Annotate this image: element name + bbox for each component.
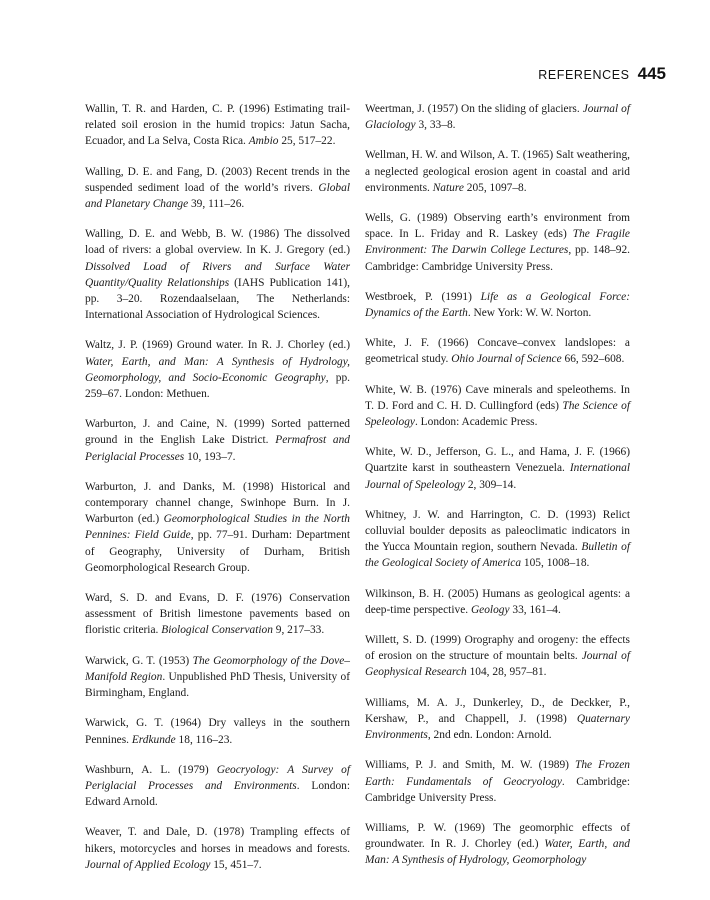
reference-entry — [85, 762, 350, 811]
reference-entry — [85, 337, 350, 402]
reference-text: Wallin, T. R. and Harden, C. P. (1996) Estimating trail-related soil erosion in the humid tropics: Jatun Sacha, Ecuador, and La Selva, Costa Rica. — [85, 103, 350, 148]
reference-entry — [85, 590, 350, 639]
reference-title: Permafrost and Periglacial Processes — [85, 434, 350, 463]
reference-title: Ambio — [248, 135, 279, 148]
reference-text: Whitney, J. W. and Harrington, C. D. (1993) Relict colluvial boulder deposits as paleoclimatic indicators in the Yucca Mountain region, southern Nevada. — [365, 508, 630, 554]
reference-text: 3, 33–8. — [415, 119, 456, 132]
reference-title: Geology — [470, 603, 510, 616]
reference-entry — [85, 101, 350, 150]
reference-text: Westbroek, P. (1991) — [365, 290, 481, 303]
reference-entry — [85, 824, 350, 873]
reference-entry — [365, 444, 630, 493]
reference-entry — [365, 757, 630, 806]
reference-text: 105, 1008–18. — [521, 557, 590, 570]
reference-entry — [85, 653, 350, 702]
reference-entry — [365, 101, 630, 133]
reference-title: The Science of Speleology — [365, 399, 630, 429]
reference-text: 18, 116–23. — [175, 733, 233, 746]
reference-text: Washburn, A. L. (1979) — [85, 763, 217, 776]
reference-title: Life as a Geological Force: Dynamics of the Earth — [365, 290, 630, 320]
left-column — [85, 101, 350, 887]
reference-text: Walling, D. E. and Fang, D. (2003) Recent trends in the suspended sediment load of the world’s rivers. — [85, 165, 350, 194]
reference-entry — [365, 210, 630, 275]
reference-title: Journal of Applied Ecology — [85, 858, 211, 871]
reference-entry — [365, 335, 630, 367]
reference-entry — [365, 632, 630, 681]
reference-text: , 2nd edn. London: Arnold. — [427, 729, 552, 742]
reference-title: Ohio Journal of Science — [451, 353, 562, 366]
reference-text: Williams, P. J. and Smith, M. W. (1989) — [365, 759, 575, 772]
reference-text: 15, 451–7. — [210, 858, 262, 871]
reference-entry — [85, 416, 350, 465]
reference-title: Journal of Glaciology — [365, 103, 630, 132]
reference-text: 39, 111–26. — [188, 198, 245, 211]
reference-text: Wells, G. (1989) Observing earth’s environment from space. In L. Friday and R. Laskey (eds) — [365, 212, 630, 241]
reference-entry — [365, 147, 630, 196]
reference-title: Water, Earth, and Man: A Synthesis of Hydrology, Geomorphology, and Socio-Economic Geography — [85, 355, 350, 384]
reference-text: . Cambridge: Cambridge University Press. — [365, 775, 630, 804]
reference-text: Ward, S. D. and Evans, D. F. (1976) Conservation assessment of British limestone pavements based on floristic criteria. — [85, 592, 350, 637]
reference-title: Geomorphological Studies in the North Pennines: Field Guide — [85, 513, 350, 542]
reference-text: White, W. B. (1976) Cave minerals and speleothems. In T. D. Ford and C. H. D. Cullingford (eds) — [365, 383, 630, 412]
reference-text: Warburton, J. and Caine, N. (1999) Sorted patterned ground in the English Lake District. — [85, 418, 350, 447]
reference-text: 25, 517–22. — [278, 135, 336, 148]
right-column — [365, 101, 630, 883]
reference-title: Journal of Geophysical Research — [365, 650, 630, 679]
reference-text: 9, 217–33. — [272, 624, 325, 637]
reference-title: Nature — [432, 181, 464, 194]
reference-text: 205, 1097–8. — [463, 181, 527, 194]
reference-title: Quaternary Environments — [365, 712, 630, 742]
reference-entry — [365, 820, 630, 869]
reference-text: (IAHS Publication 141), pp. 3–20. Rozendaalselaan, The Netherlands: International Association of Hydrological Sciences. — [85, 276, 351, 322]
reference-title: Biological Conservation — [161, 624, 273, 637]
reference-title: Geocryology: A Survey of Periglacial Processes and Environments — [85, 763, 350, 792]
reference-text: Warwick, G. T. (1953) — [85, 654, 193, 667]
reference-title: Erdkunde — [131, 733, 176, 746]
reference-text: Waltz, J. P. (1969) Ground water. In R. J. Chorley (ed.) — [85, 339, 350, 352]
reference-text: Weaver, T. and Dale, D. (1978) Trampling effects of hikers, motorcycles and horses in meadows and forests. — [85, 826, 350, 855]
reference-text: . Unpublished PhD Thesis, University of Birmingham, England. — [85, 670, 350, 700]
reference-text: Warburton, J. and Danks, M. (1998) Historical and contemporary channel change, Swinhope Burn. In J. Warburton (ed.) — [85, 480, 350, 526]
reference-text: Wilkinson, B. H. (2005) Humans as geological agents: a deep-time perspective. — [365, 587, 630, 616]
reference-text: White, W. D., Jefferson, G. L., and Hama, J. F. (1966) Quartzite karst in southeastern Venezuela. — [365, 446, 630, 475]
reference-text: 66, 592–608. — [561, 353, 625, 366]
reference-title: Global and Planetary Change — [85, 181, 350, 211]
reference-text: Williams, P. W. (1969) The geomorphic effects of groundwater. In R. J. Chorley (ed.) — [365, 821, 630, 851]
reference-title: The Geomorphology of the Dove–Manifold Region — [85, 654, 350, 683]
reference-entry — [365, 382, 630, 431]
reference-text: Williams, M. A. J., Dunkerley, D., de Deckker, P., Kershaw, P., and Chappell, J. (1998) — [365, 696, 630, 725]
reference-text: White, J. F. (1966) Concave–convex landslopes: a geometrical study. — [365, 337, 630, 366]
reference-text: Weertman, J. (1957) On the sliding of glaciers. — [365, 103, 583, 115]
reference-text: . London: Academic Press. — [414, 416, 538, 429]
running-head: REFERENCES — [538, 68, 630, 82]
reference-entry — [85, 226, 350, 323]
reference-text: , pp. 77–91. Durham: Department of Geography, University of Durham, British Geomorphological Research Group. — [85, 529, 350, 574]
reference-entry — [365, 695, 630, 744]
reference-text: 2, 309–14. — [464, 478, 517, 491]
reference-entry — [85, 715, 350, 747]
page-header — [538, 64, 666, 84]
reference-entry — [365, 586, 630, 618]
reference-text: . London: Edward Arnold. — [85, 779, 351, 809]
reference-title: Dissolved Load of Rivers and Surface Water Quantity/Quality Relationships — [85, 260, 350, 289]
reference-text: 33, 161–4. — [509, 603, 561, 616]
reference-text: Willett, S. D. (1999) Orography and orogeny: the effects of erosion on the structure of mountain belts. — [365, 634, 630, 663]
reference-text: Wellman, H. W. and Wilson, A. T. (1965) Salt weathering, a neglected geological erosion agent in coastal and arid environments. — [365, 149, 631, 194]
reference-title: International Journal of Speleology — [365, 462, 630, 491]
reference-entry — [85, 479, 350, 576]
reference-text: , pp. 148–92. Cambridge: Cambridge University Press. — [365, 244, 630, 273]
reference-text: 10, 193–7. — [184, 450, 236, 463]
reference-entry — [365, 507, 630, 572]
reference-text: , pp. 259–67. London: Methuen. — [85, 371, 350, 401]
reference-title: The Fragile Environment: The Darwin College Lectures — [365, 228, 630, 257]
reference-text: . New York: W. W. Norton. — [467, 307, 592, 320]
reference-title: The Frozen Earth: Fundamentals of Geocryology — [365, 759, 630, 788]
reference-entry — [85, 164, 350, 213]
reference-entry — [365, 289, 630, 321]
reference-text: 104, 28, 957–81. — [466, 666, 547, 679]
reference-text: Warwick, G. T. (1964) Dry valleys in the southern Pennines. — [85, 717, 350, 746]
reference-title: Bulletin of the Geological Society of America — [365, 541, 630, 570]
reference-text: Walling, D. E. and Webb, B. W. (1986) The dissolved load of rivers: a global overview. In K. J. Gregory (ed.) — [85, 228, 350, 257]
reference-title: Water, Earth, and Man: A Synthesis of Hydrology, Geomorphology — [365, 838, 631, 867]
page-number: 445 — [637, 64, 666, 83]
